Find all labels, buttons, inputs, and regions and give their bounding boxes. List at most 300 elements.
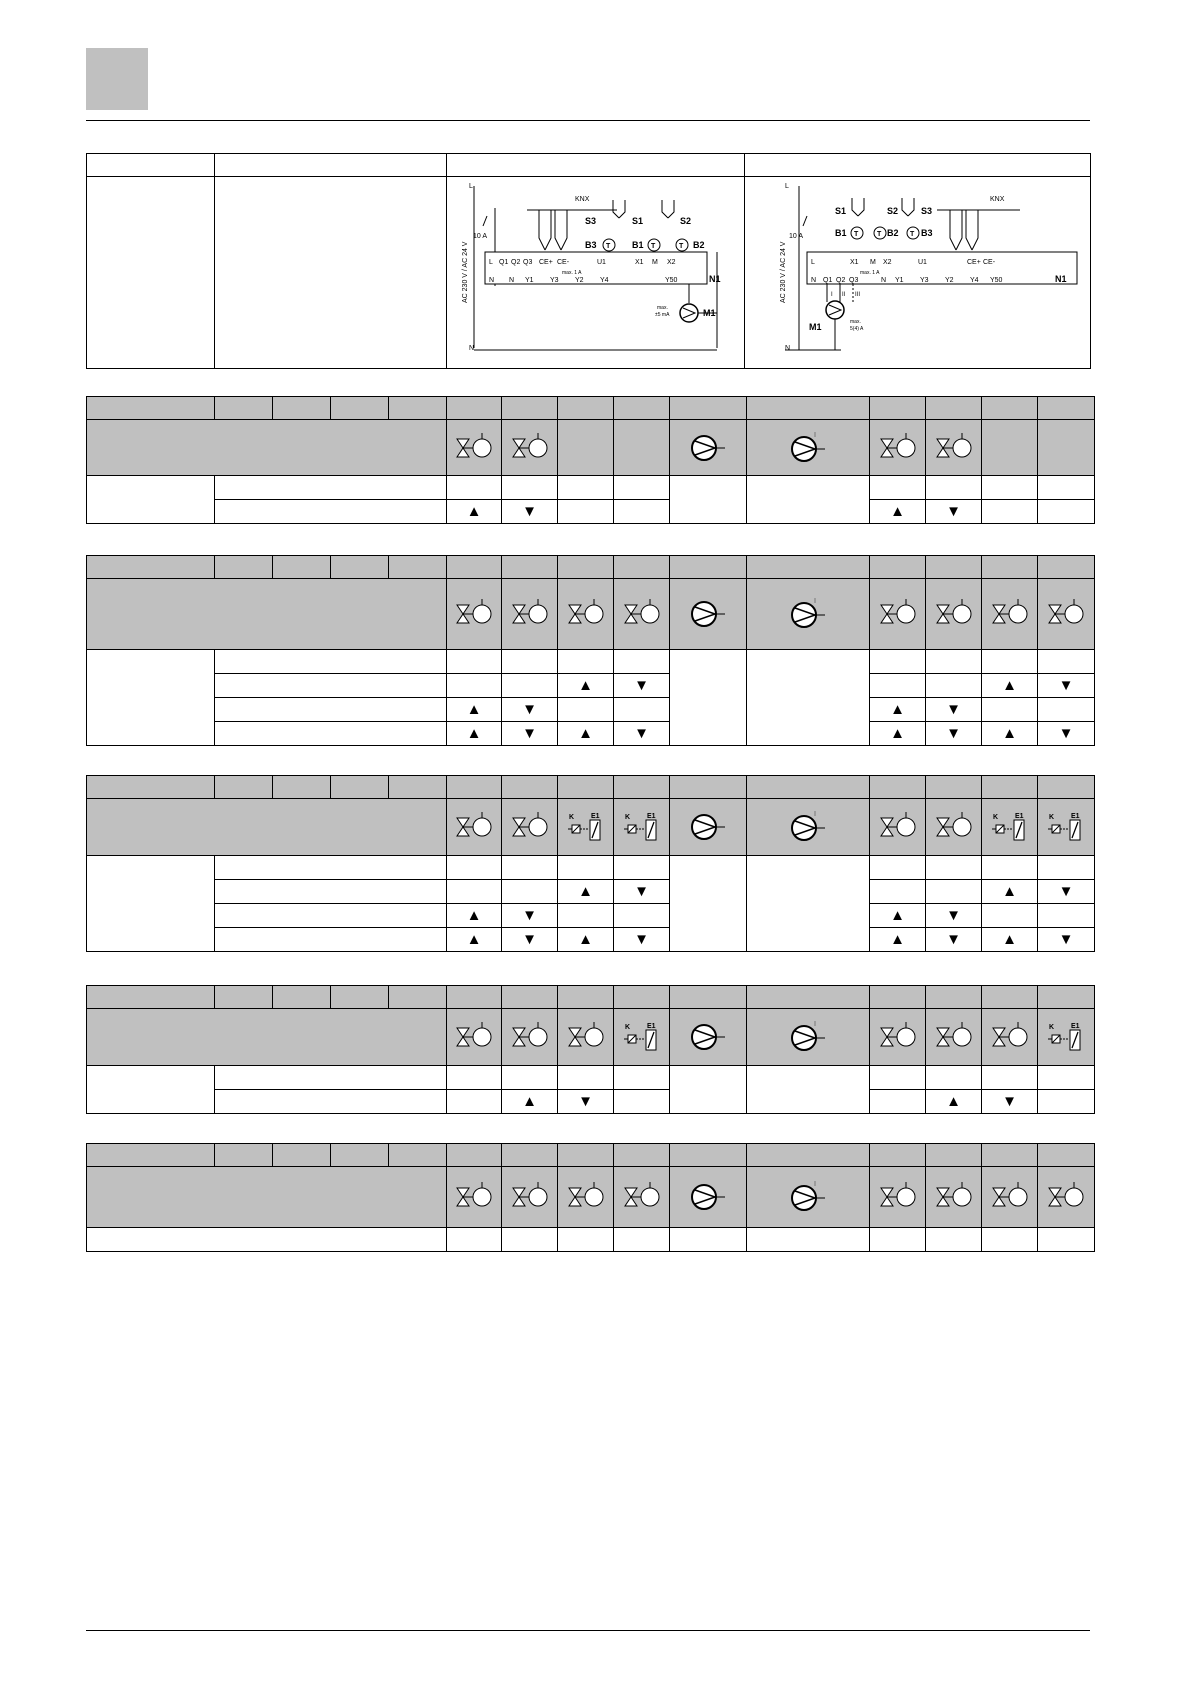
cell	[982, 1066, 1038, 1090]
cell	[670, 1228, 747, 1252]
diag2-B1: B1	[835, 227, 847, 238]
arrow-up-icon: ▲	[870, 698, 926, 722]
header-cell	[670, 397, 747, 420]
valve-icon	[447, 1167, 502, 1228]
diag1-S2: S2	[680, 215, 692, 226]
header-cell	[926, 986, 982, 1009]
diag1-B3: B3	[585, 239, 597, 250]
header-cell	[747, 397, 870, 420]
diag2-term-X2: X2	[883, 258, 892, 266]
diag2-term-Q1: Q1	[823, 276, 833, 284]
cell	[614, 698, 670, 722]
header-cell	[747, 1144, 870, 1167]
cell	[870, 476, 926, 500]
diag1-M1: M1	[703, 307, 716, 318]
valve-icon	[926, 579, 982, 650]
fan-icon	[747, 799, 870, 856]
symbol-row-label	[87, 420, 447, 476]
cell	[1038, 1090, 1095, 1114]
arrow-up-icon: ▲	[558, 674, 614, 698]
cell	[747, 1066, 870, 1114]
cell	[447, 856, 502, 880]
cell	[926, 674, 982, 698]
valve-icon	[982, 579, 1038, 650]
diag2-term-U1: U1	[918, 258, 927, 266]
header-cell	[1038, 556, 1095, 579]
diag1-N: N	[469, 344, 475, 352]
diag1-supply: AC 230 V / AC 24 V	[462, 241, 469, 303]
arrow-down-icon: ▼	[502, 928, 558, 952]
header-cell	[215, 556, 273, 579]
cell	[614, 650, 670, 674]
diag2-term-N-2: N	[881, 276, 887, 284]
cell	[982, 1228, 1038, 1252]
arrow-down-icon: ▼	[1038, 722, 1095, 746]
header-cell	[670, 776, 747, 799]
row-label	[215, 1090, 447, 1114]
header-cell	[1038, 397, 1095, 420]
cell	[670, 856, 747, 952]
header-cell	[389, 776, 447, 799]
diag2-S2: S2	[887, 205, 899, 216]
valve-icon	[1038, 579, 1095, 650]
diag1-term-CE-plus: CE+	[539, 258, 553, 266]
row-group-label	[87, 1066, 215, 1114]
arrow-down-icon: ▼	[1038, 928, 1095, 952]
diag1-term-Q1: Q1	[499, 258, 509, 266]
diag2-M1: M1	[809, 321, 822, 332]
cell	[558, 500, 614, 524]
diag2-term-Y1: Y1	[895, 276, 904, 284]
footer-rule	[86, 1630, 1090, 1631]
header-cell	[870, 397, 926, 420]
cell	[926, 856, 982, 880]
cell	[747, 476, 870, 524]
arrow-up-icon: ▲	[870, 500, 926, 524]
diag2-I: I	[831, 291, 833, 298]
cell	[1038, 1228, 1095, 1252]
header-cell	[1038, 776, 1095, 799]
cell	[558, 1066, 614, 1090]
cell	[447, 880, 502, 904]
diag2-max: max.	[850, 318, 861, 325]
valve-icon	[614, 579, 670, 650]
symbol-row-label	[87, 1167, 447, 1228]
electric-heater-icon	[614, 1009, 670, 1066]
header-cell	[926, 1144, 982, 1167]
cell	[870, 674, 926, 698]
arrow-up-icon: ▲	[558, 722, 614, 746]
cell	[447, 476, 502, 500]
header-cell	[87, 776, 215, 799]
diag1-B2: B2	[693, 239, 705, 250]
diag1-knx: KNX	[575, 195, 590, 203]
header-rule	[86, 120, 1090, 121]
header-cell	[745, 154, 1091, 177]
cell	[558, 698, 614, 722]
arrow-down-icon: ▼	[502, 698, 558, 722]
electric-heater-icon	[982, 799, 1038, 856]
diag2-L: L	[785, 182, 789, 190]
cell	[1038, 500, 1095, 524]
fan-icon	[747, 579, 870, 650]
cell	[982, 476, 1038, 500]
cell	[558, 856, 614, 880]
wiring-diagram-1	[447, 178, 743, 368]
header-cell	[614, 986, 670, 1009]
diag1-term-N-1: N	[489, 276, 495, 284]
config-table-5	[86, 1143, 1095, 1252]
header-cell	[502, 397, 558, 420]
cell	[870, 856, 926, 880]
row-label	[215, 856, 447, 880]
diag2-term-X1: X1	[850, 258, 859, 266]
header-cell	[982, 556, 1038, 579]
header-cell	[87, 1144, 215, 1167]
header-cell	[447, 986, 502, 1009]
cell	[558, 476, 614, 500]
cell	[747, 1228, 870, 1252]
header-cell	[447, 776, 502, 799]
cell	[870, 1090, 926, 1114]
cell	[614, 1090, 670, 1114]
diag1-term-L: L	[489, 258, 493, 266]
arrow-down-icon: ▼	[1038, 880, 1095, 904]
header-cell	[558, 1144, 614, 1167]
cell	[870, 1066, 926, 1090]
diag2-term-Y2: Y2	[945, 276, 954, 284]
header-cell	[870, 776, 926, 799]
header-cell	[331, 986, 389, 1009]
valve-icon	[558, 1167, 614, 1228]
cell	[1038, 1066, 1095, 1090]
valve-icon	[502, 1009, 558, 1066]
diag2-B3: B3	[921, 227, 933, 238]
valve-icon	[926, 420, 982, 476]
header-cell	[926, 556, 982, 579]
cell	[747, 856, 870, 952]
cell	[614, 1066, 670, 1090]
cell	[1038, 904, 1095, 928]
arrow-up-icon: ▲	[982, 928, 1038, 952]
arrow-down-icon: ▼	[982, 1090, 1038, 1114]
cell	[614, 856, 670, 880]
valve-icon	[982, 1009, 1038, 1066]
symbol-row-label	[87, 799, 447, 856]
electric-heater-icon	[1038, 1009, 1095, 1066]
arrow-down-icon: ▼	[502, 500, 558, 524]
header-cell	[331, 397, 389, 420]
cell	[502, 856, 558, 880]
cell	[982, 856, 1038, 880]
row-label	[215, 928, 447, 952]
cell	[982, 904, 1038, 928]
diag1-term-Y50: Y50	[665, 276, 678, 284]
valve-icon	[926, 1167, 982, 1228]
diag2-max1a: max. 1 A	[860, 269, 880, 276]
header-cell	[670, 556, 747, 579]
diag1-term-X1: X1	[635, 258, 644, 266]
header-cell	[747, 776, 870, 799]
diag1-max: max.	[657, 304, 668, 311]
arrow-up-icon: ▲	[447, 928, 502, 952]
diag2-S1: S1	[835, 205, 847, 216]
cell	[926, 650, 982, 674]
diag2-term-CE-minus: CE-	[983, 258, 996, 266]
diag2-N: N	[785, 344, 791, 352]
header-cell	[87, 986, 215, 1009]
row-group-label	[87, 856, 215, 952]
valve-icon	[502, 579, 558, 650]
cell	[926, 880, 982, 904]
cell	[926, 1066, 982, 1090]
header-cell	[982, 986, 1038, 1009]
cell	[1038, 476, 1095, 500]
diag1-fuse: 10 A	[473, 232, 488, 240]
cell	[558, 904, 614, 928]
cell	[447, 1090, 502, 1114]
diag2-term-L: L	[811, 258, 815, 266]
header-cell	[87, 397, 215, 420]
arrow-down-icon: ▼	[926, 500, 982, 524]
config-table-1	[86, 396, 1095, 524]
cell	[982, 500, 1038, 524]
diag1-T-1: T	[606, 242, 611, 250]
header-cell	[389, 397, 447, 420]
wiring-diagram-table	[86, 153, 1091, 369]
header-cell	[614, 397, 670, 420]
header-cell	[502, 986, 558, 1009]
diag1-term-X2: X2	[667, 258, 676, 266]
diag1-T-2: T	[651, 242, 656, 250]
header-cell	[215, 986, 273, 1009]
cell	[502, 1066, 558, 1090]
cell	[614, 476, 670, 500]
diag1-term-U1: U1	[597, 258, 606, 266]
pump-icon	[670, 579, 747, 650]
valve-icon	[447, 1009, 502, 1066]
header-cell	[870, 1144, 926, 1167]
valve-icon	[447, 420, 502, 476]
diag1-term-M: M	[652, 258, 658, 266]
header-cell	[87, 556, 215, 579]
row-label	[215, 722, 447, 746]
valve-icon	[870, 420, 926, 476]
arrow-down-icon: ▼	[502, 904, 558, 928]
diag1-T-3: T	[679, 242, 684, 250]
diag1-term-Y3: Y3	[550, 276, 559, 284]
row-label	[215, 1066, 447, 1090]
valve-icon	[870, 579, 926, 650]
empty-symbol	[1038, 420, 1095, 476]
diag2-term-Y50: Y50	[990, 276, 1003, 284]
arrow-up-icon: ▲	[447, 698, 502, 722]
body-cell	[87, 177, 215, 369]
valve-icon	[502, 1167, 558, 1228]
diag1-S1: S1	[632, 215, 644, 226]
arrow-up-icon: ▲	[982, 880, 1038, 904]
arrow-up-icon: ▲	[447, 904, 502, 928]
arrow-down-icon: ▼	[614, 928, 670, 952]
arrow-down-icon: ▼	[926, 722, 982, 746]
valve-icon	[870, 799, 926, 856]
electric-heater-icon	[1038, 799, 1095, 856]
row-label	[215, 904, 447, 928]
wiring-diagram-1-cell	[447, 177, 745, 369]
cell	[982, 650, 1038, 674]
electric-heater-icon	[558, 799, 614, 856]
diag2-B2: B2	[887, 227, 899, 238]
header-cell	[389, 986, 447, 1009]
arrow-down-icon: ▼	[502, 722, 558, 746]
diag1-term-Q3: Q3	[523, 258, 533, 266]
electric-heater-icon	[614, 799, 670, 856]
body-cell	[215, 177, 447, 369]
header-cell	[614, 556, 670, 579]
fan-icon	[747, 420, 870, 476]
header-cell	[982, 776, 1038, 799]
diag2-S3: S3	[921, 205, 933, 216]
empty-symbol	[558, 420, 614, 476]
arrow-down-icon: ▼	[614, 722, 670, 746]
cell	[870, 880, 926, 904]
header-cell	[447, 154, 745, 177]
diag2-T-3: T	[910, 230, 915, 238]
header-cell	[273, 1144, 331, 1167]
fan-icon	[747, 1009, 870, 1066]
arrow-up-icon: ▲	[502, 1090, 558, 1114]
arrow-down-icon: ▼	[1038, 674, 1095, 698]
empty-symbol	[982, 420, 1038, 476]
header-cell	[870, 986, 926, 1009]
cell	[747, 650, 870, 746]
header-cell	[614, 1144, 670, 1167]
valve-icon	[558, 579, 614, 650]
header-cell	[215, 1144, 273, 1167]
arrow-down-icon: ▼	[614, 674, 670, 698]
header-cell	[447, 1144, 502, 1167]
valve-icon	[502, 799, 558, 856]
arrow-up-icon: ▲	[982, 674, 1038, 698]
cell	[1038, 856, 1095, 880]
cell	[447, 1228, 502, 1252]
header-cell	[982, 397, 1038, 420]
diag2-term-M: M	[870, 258, 876, 266]
header-cell	[747, 556, 870, 579]
arrow-down-icon: ▼	[926, 698, 982, 722]
cell	[926, 476, 982, 500]
cell	[502, 1228, 558, 1252]
header-cell	[670, 1144, 747, 1167]
cell	[614, 1228, 670, 1252]
wiring-diagram-2-cell	[745, 177, 1091, 369]
row-label	[215, 476, 447, 500]
header-cell	[502, 776, 558, 799]
arrow-down-icon: ▼	[926, 928, 982, 952]
diag1-term-Y1: Y1	[525, 276, 534, 284]
diag1-term-Y4: Y4	[600, 276, 609, 284]
diag1-L: L	[469, 182, 473, 190]
valve-icon	[870, 1009, 926, 1066]
header-cell	[558, 776, 614, 799]
row-group-label	[87, 476, 215, 524]
cell	[502, 650, 558, 674]
header-cell	[331, 556, 389, 579]
valve-icon	[982, 1167, 1038, 1228]
config-table-3	[86, 775, 1095, 952]
header-cell	[926, 397, 982, 420]
diag2-term-Y3: Y3	[920, 276, 929, 284]
diag1-term-CE-minus: CE-	[557, 258, 570, 266]
pump-icon	[670, 420, 747, 476]
cell	[447, 1066, 502, 1090]
arrow-up-icon: ▲	[447, 722, 502, 746]
cell	[870, 1228, 926, 1252]
page-marker-square	[86, 48, 148, 110]
diag1-B1: B1	[632, 239, 644, 250]
valve-icon	[558, 1009, 614, 1066]
header-cell	[87, 154, 215, 177]
row-label	[215, 880, 447, 904]
diag2-term-N-1: N	[811, 276, 817, 284]
header-cell	[215, 397, 273, 420]
header-cell	[926, 776, 982, 799]
header-cell	[389, 1144, 447, 1167]
valve-icon	[447, 799, 502, 856]
diag2-N1: N1	[1055, 273, 1067, 284]
header-cell	[273, 776, 331, 799]
header-cell	[331, 1144, 389, 1167]
diag2-III: III	[855, 291, 861, 298]
cell	[670, 650, 747, 746]
cell	[558, 1228, 614, 1252]
diag1-S3: S3	[585, 215, 597, 226]
header-cell	[502, 556, 558, 579]
diag2-T-2: T	[877, 230, 882, 238]
diag2-term-Y4: Y4	[970, 276, 979, 284]
pump-icon	[670, 1009, 747, 1066]
row-label	[215, 698, 447, 722]
header-cell	[215, 154, 447, 177]
header-cell	[870, 556, 926, 579]
row-label	[215, 674, 447, 698]
empty-symbol	[614, 420, 670, 476]
cell	[982, 698, 1038, 722]
valve-icon	[1038, 1167, 1095, 1228]
diag2-supply: AC 230 V / AC 24 V	[780, 241, 787, 303]
cell	[502, 674, 558, 698]
diag1-term-Q2: Q2	[511, 258, 521, 266]
arrow-up-icon: ▲	[926, 1090, 982, 1114]
cell	[614, 904, 670, 928]
diag2-term-CE-plus: CE+	[967, 258, 981, 266]
arrow-up-icon: ▲	[870, 928, 926, 952]
header-cell	[982, 1144, 1038, 1167]
header-cell	[331, 776, 389, 799]
header-cell	[273, 556, 331, 579]
diag2-knx: KNX	[990, 195, 1005, 203]
cell	[926, 1228, 982, 1252]
header-cell	[273, 397, 331, 420]
diag1-term-N-2: N	[509, 276, 515, 284]
cell	[447, 650, 502, 674]
row-label	[215, 500, 447, 524]
header-cell	[747, 986, 870, 1009]
pump-icon	[670, 1167, 747, 1228]
diag2-term-Q3: Q3	[849, 276, 859, 284]
arrow-up-icon: ▲	[870, 904, 926, 928]
cell	[558, 650, 614, 674]
